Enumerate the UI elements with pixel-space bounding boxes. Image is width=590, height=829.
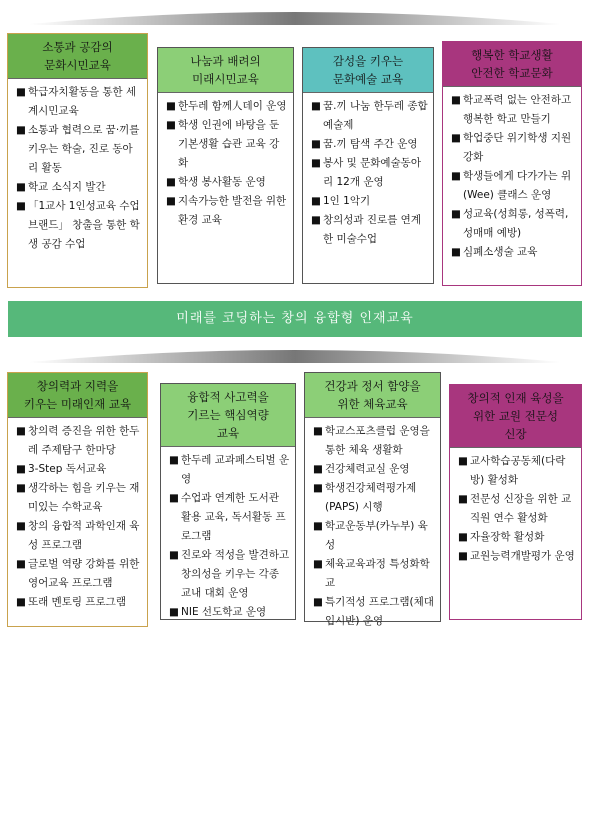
- box-safe-school: [442, 41, 582, 286]
- list-item: ■ 학생 봉사활동 운영: [166, 176, 266, 188]
- item-list: [305, 418, 440, 631]
- list-item: ■ 체육교육과정 특성화학교: [313, 558, 430, 589]
- list-item: ■ 1인 1악기: [311, 195, 371, 207]
- list-item: ■ 창의력 증진을 위한 한두레 주제탐구 한마당: [16, 425, 140, 456]
- box-header: 창의적 인재 육성을 위한 교원 전문성 신장: [450, 385, 581, 448]
- middle-divider: [30, 344, 560, 364]
- box-future-civic: [157, 47, 294, 284]
- box-core-competency: [160, 383, 296, 620]
- item-list: [303, 93, 433, 249]
- list-item: ■ 학교운동부(카누부) 육성: [313, 520, 428, 551]
- list-item: ■ 수업과 연계한 도서관 활용 교육, 독서활동 프로그램: [169, 492, 286, 542]
- box-header: 감성을 키우는 문화예술 교육: [303, 48, 433, 93]
- list-item: ■ 성교육(성희롱, 성폭력, 성매매 예방): [451, 208, 569, 239]
- list-item: ■ 진로와 적성을 발견하고 창의성을 키우는 각종 교내 대회 운영: [169, 549, 290, 599]
- list-item: ■ 지속가능한 발전을 위한 환경 교육: [166, 195, 287, 226]
- list-item: ■ 글로벌 역량 강화를 위한 영어교육 프로그램: [16, 558, 140, 589]
- list-item: ■ 특기적성 프로그램(체대입시반) 운영: [313, 596, 434, 627]
- item-list: [8, 79, 147, 254]
- item-list: [443, 87, 581, 262]
- top-divider: [30, 6, 560, 26]
- list-item: ■ 꿈.끼 나눔 한두레 종합예술제: [311, 100, 428, 131]
- box-header: 소통과 공감의 문화시민교육: [8, 34, 147, 79]
- box-arts-education: [302, 47, 434, 284]
- list-item: ■ 봉사 및 문화예술동아리 12개 운영: [311, 157, 421, 188]
- box-civic-communication: [7, 33, 148, 288]
- list-item: ■ 또래 멘토링 프로그램: [16, 596, 126, 608]
- list-item: ■ 학생건강체력평가제(PAPS) 시행: [313, 482, 417, 513]
- list-item: ■ 학교 소식지 발간: [16, 181, 106, 193]
- box-physical-education: [304, 372, 441, 627]
- list-item: ■ 교원능력개발평가 운영: [458, 550, 575, 562]
- list-item: ■ 학급자치활동을 통한 세계시민교육: [16, 86, 137, 117]
- list-item: ■ 학업중단 위기학생 지원 강화: [451, 132, 572, 163]
- list-item: ■ NIE 선도학교 운영: [169, 606, 267, 618]
- item-list: [161, 447, 295, 622]
- box-future-talent: [7, 372, 148, 627]
- list-item: ■ 자율장학 활성화: [458, 531, 545, 543]
- item-list: [8, 418, 147, 612]
- item-list: [450, 448, 581, 566]
- banner-title: 미래를 코딩하는 창의 융합형 인재교육: [8, 301, 582, 337]
- list-item: ■ 학생 인권에 바탕을 둔 기본생활 습관 교육 강화: [166, 119, 280, 169]
- list-item: ■ 꿈.끼 탐색 주간 운영: [311, 138, 418, 150]
- box-header: 융합적 사고력을 기르는 핵심역량 교육: [161, 384, 295, 447]
- box-header: 행복한 학교생활 안전한 학교문화: [443, 42, 581, 87]
- box-teacher-expertise: [449, 384, 582, 620]
- list-item: ■ 학교스포츠클럽 운영을 통한 체육 생활화: [313, 425, 430, 456]
- list-item: ■ 창의 융합적 과학인재 육성 프로그램: [16, 520, 140, 551]
- list-item: ■ 소통과 협력으로 꿈·끼를 키우는 학술, 진로 동아리 활동: [16, 124, 140, 174]
- list-item: ■ 전문성 신장을 위한 교직원 연수 활성화: [458, 493, 572, 524]
- list-item: ■ 생각하는 힘을 키우는 재미있는 수학교육: [16, 482, 140, 513]
- list-item: ■ 3-Step 독서교육: [16, 463, 107, 475]
- list-item: ■ 한두레 교과페스티벌 운영: [169, 454, 290, 485]
- list-item: ■ 한두레 함께人데이 운영: [166, 100, 287, 112]
- list-item: ■ 학교폭력 없는 안전하고 행복한 학교 만들기: [451, 94, 572, 125]
- list-item: ■ 교사학습공동체(다락방) 활성화: [458, 455, 566, 486]
- item-list: [158, 93, 293, 230]
- box-header: 창의력과 지력을 키우는 미래인재 교육: [8, 373, 147, 418]
- list-item: ■ 심폐소생술 교육: [451, 246, 538, 258]
- list-item: ■ 창의성과 진로를 연계한 미술수업: [311, 214, 421, 245]
- box-header: 나눔과 배려의 미래시민교육: [158, 48, 293, 93]
- box-header: 건강과 정서 함양을 위한 체육교육: [305, 373, 440, 418]
- list-item: ■ 건강체력교실 운영: [313, 463, 410, 475]
- list-item: ■ 학생들에게 다가가는 위(Wee) 클래스 운영: [451, 170, 572, 201]
- list-item: ■ 「1교사 1인성교육 수업 브랜드」 창출을 통한 학생 공감 수업: [16, 200, 140, 250]
